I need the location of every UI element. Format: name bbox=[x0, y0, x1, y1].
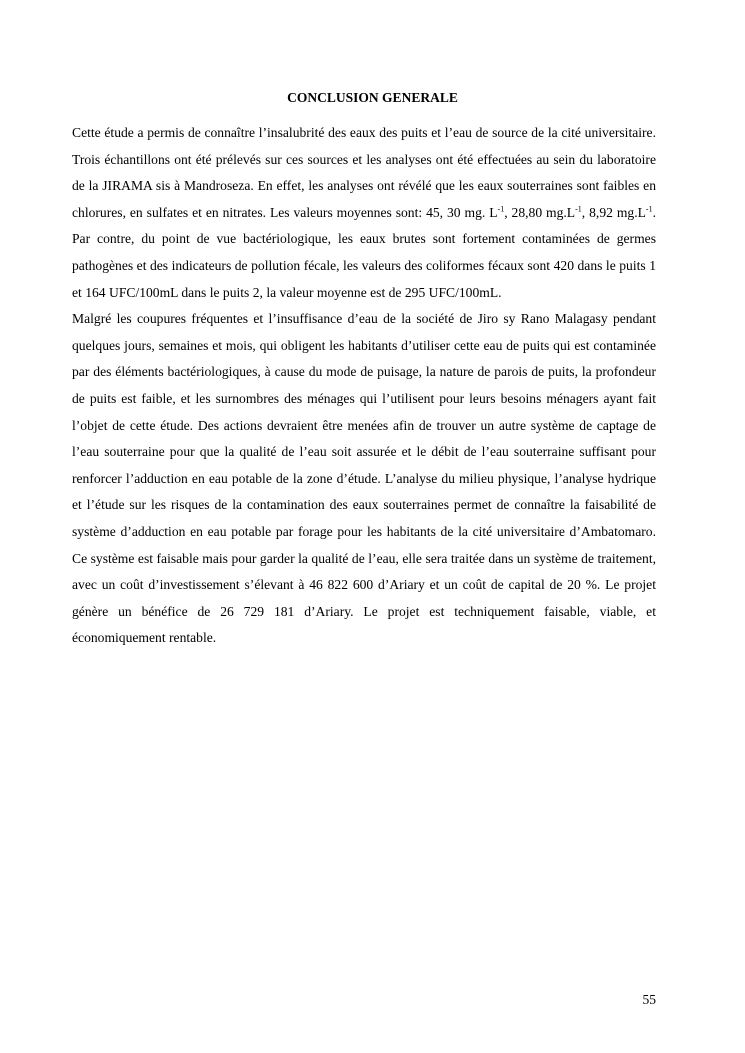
body-text bbox=[72, 120, 656, 652]
paragraph-recommendations: Malgré les coupures fréquentes et l’insuffisance d’eau de la société de Jiro sy Rano Malagasy pendant quelques jours, semaines et mois, qui obligent les habitants d’utiliser cette eau de puits qui est contaminée par des éléments bactériologiques, à cause du mode de puisage, la nature de parois de puits, la profondeur de puits est faible, et les surnombres des ménages qui l’utilisent pour leurs besoins ménagers ayant fait l’objet de cette étude. Des actions devraient être menées afin de trouver un autre système de captage de l’eau souterraine pour que la qualité de l’eau soit assurée et le débit de l’eau souterraine suffisant pour renforcer l’adduction en eau potable de la zone d’étude. L’analyse du milieu physique, l’analyse hydrique et l’étude sur les risques de la contamination des eaux souterraines permet de connaître la faisabilité de système d’adduction en eau potable par forage pour les habitants de la cité universitaire d’Ambatomaro. Ce système est faisable mais pour garder la qualité de l’eau, elle sera traitée dans un système de traitement, avec un coût d’investissement s’élevant à 46 822 600 d’Ariary et un coût de capital de 20 %. Le projet génère un bénéfice de 26 729 181 d’Ariary. Le projet est techniquement faisable, viable, et économiquement rentable. bbox=[72, 311, 656, 646]
paragraph-results-text-4: . Par contre, du point de vue bactériologique, les eaux brutes sont fortement contaminées de germes pathogènes et des indicateurs de pollution fécale, les valeurs des coliformes fécaux sont 420 dans le puits 1 et 164 UFC/100mL dans le puits 2, la valeur moyenne est de 295 UFC/100mL. bbox=[72, 204, 656, 300]
paragraph-results bbox=[72, 120, 656, 306]
unit-exponent-3: -1 bbox=[645, 204, 653, 214]
page-title: CONCLUSION GENERALE bbox=[287, 90, 458, 105]
paragraph-results-text-1: Cette étude a permis de connaître l’insalubrité des eaux des puits et l’eau de source de la cité universitaire. Trois échantillons ont été prélevés sur ces sources et les analyses ont été effectuées au sein du laboratoire de la JIRAMA sis à Mandroseza. En effet, les analyses ont révélé que les eaux souterraines sont faibles en chlorures, en sulfates et en nitrates. Les valeurs moyennes sont: 45, 30 mg. L bbox=[72, 125, 656, 220]
paragraph-results-text-2: , 28,80 mg.L bbox=[504, 204, 576, 220]
paragraph-results-text-3: , 8,92 mg.L bbox=[581, 204, 646, 220]
page-number: 55 bbox=[642, 992, 656, 1007]
unit-exponent-1: -1 bbox=[497, 204, 505, 214]
unit-exponent-2: -1 bbox=[575, 204, 582, 214]
